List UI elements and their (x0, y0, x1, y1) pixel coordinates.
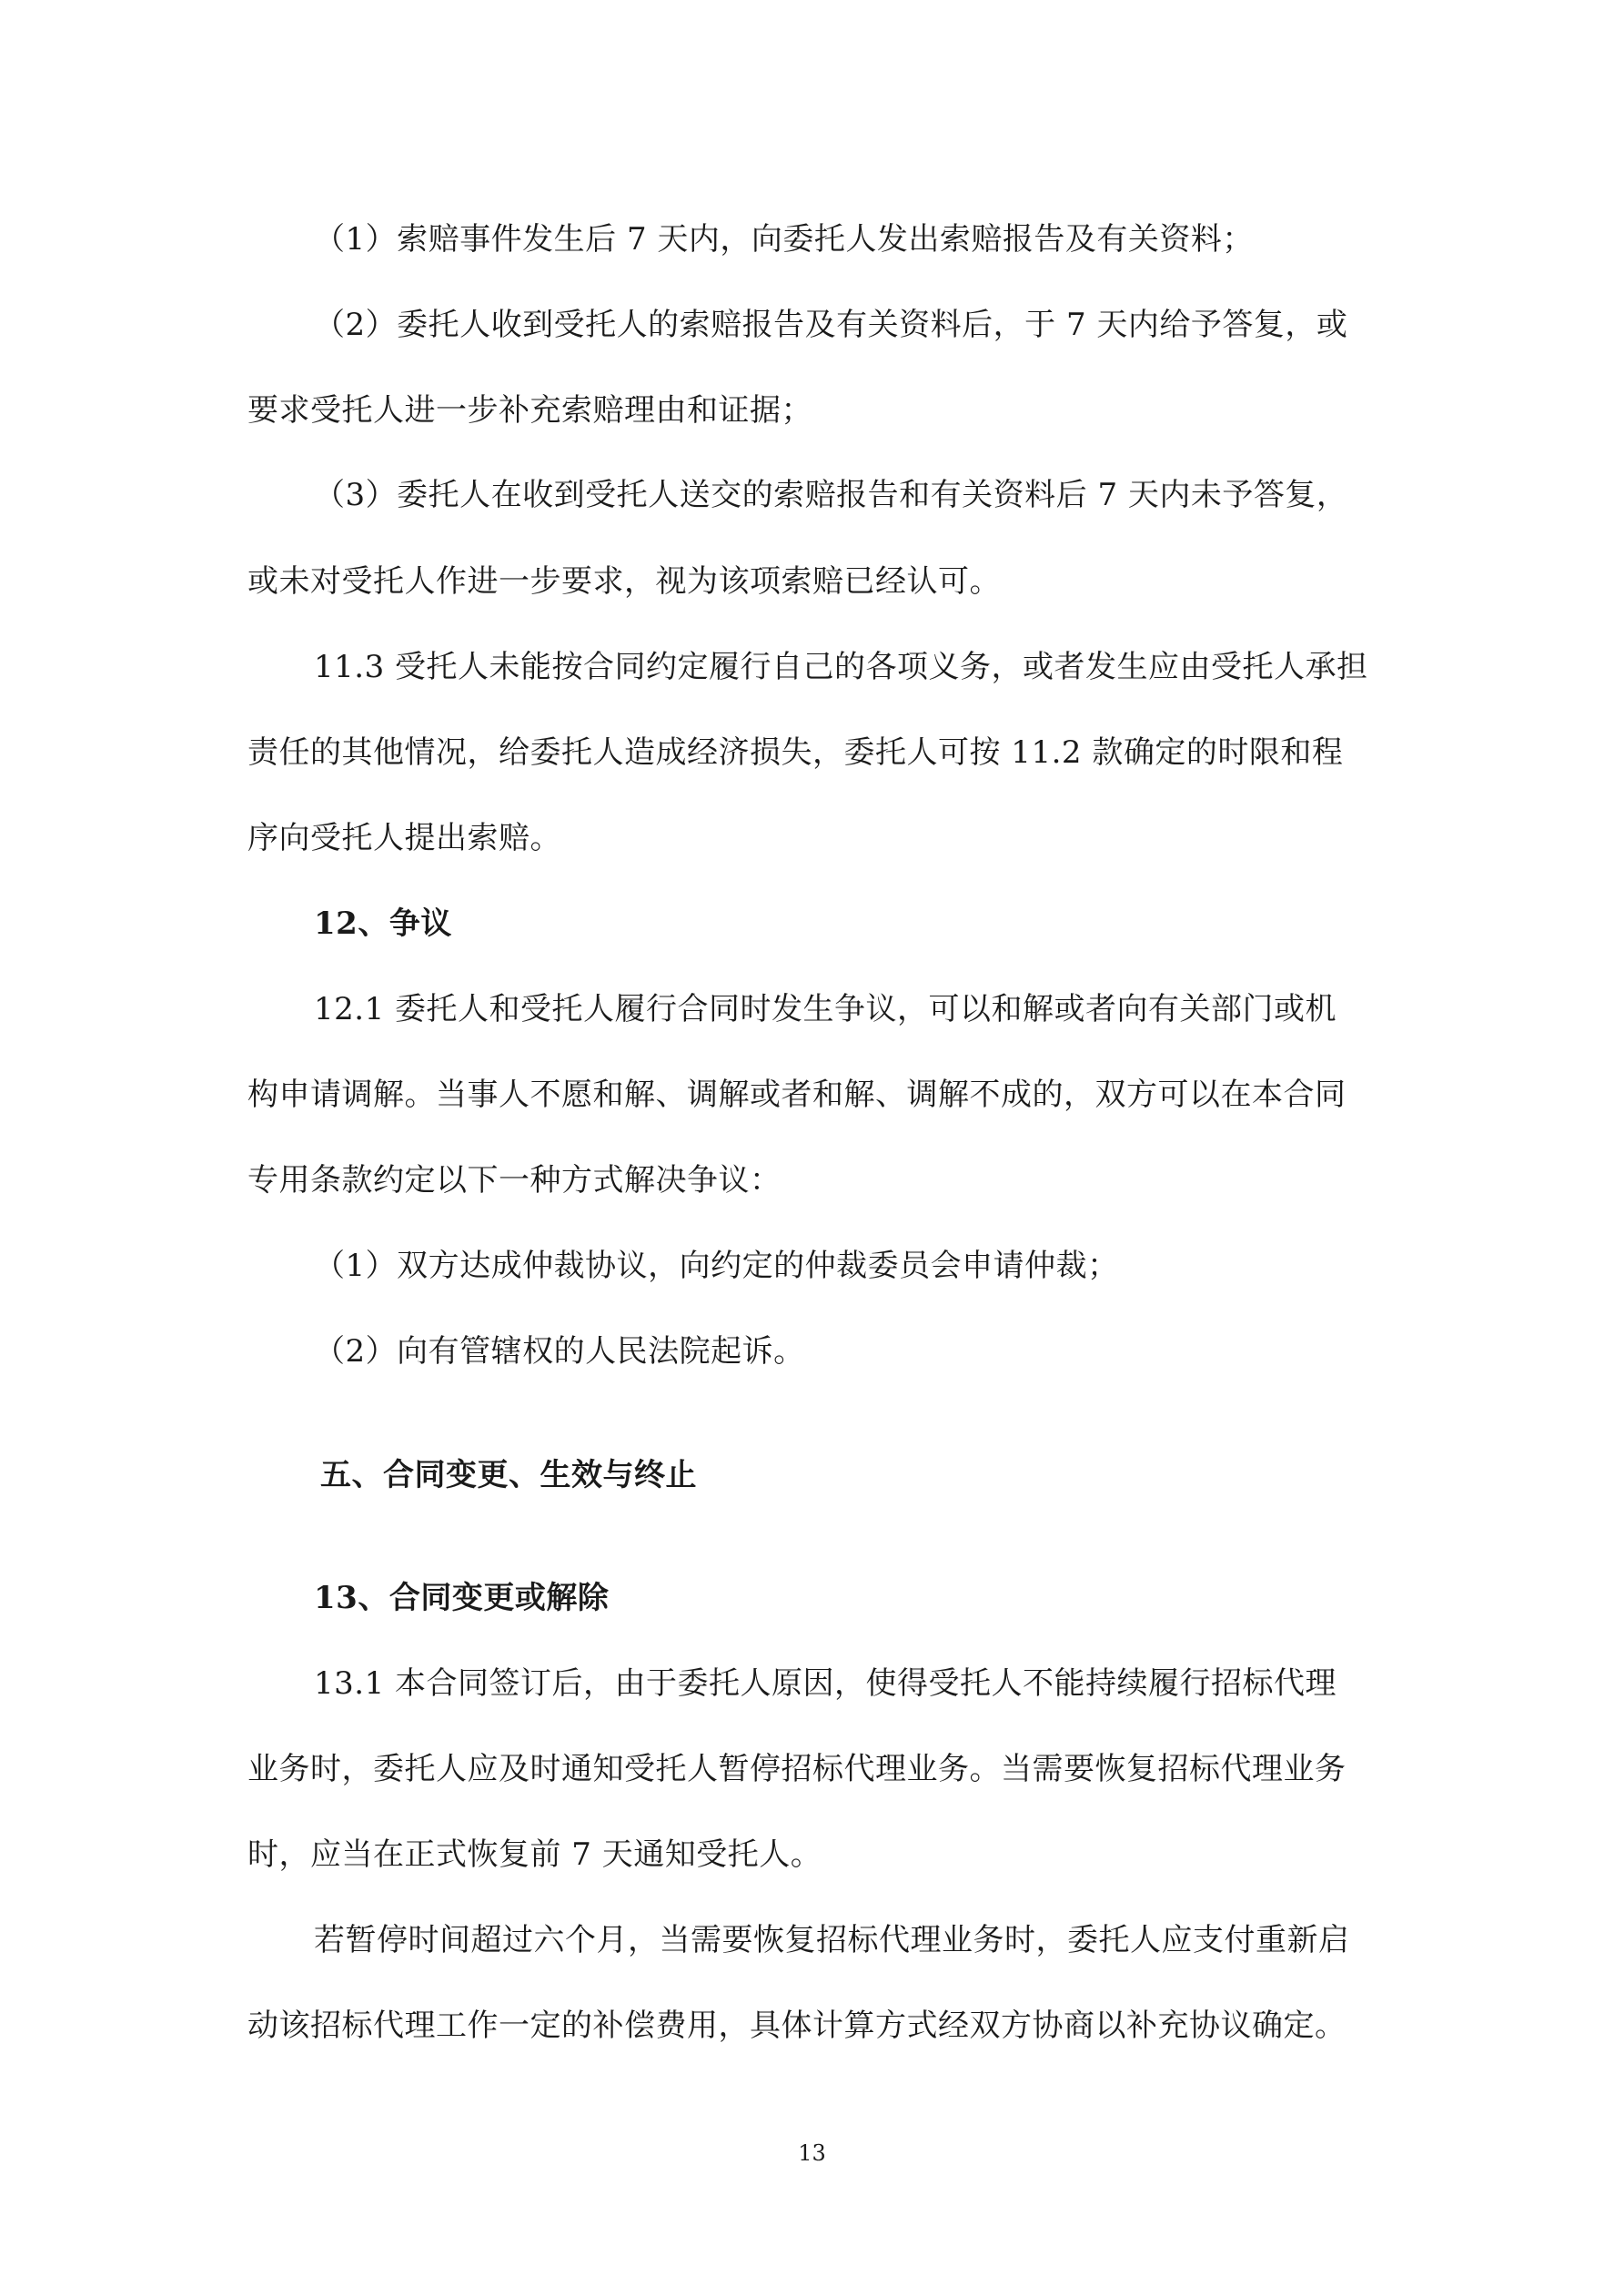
text-line: 构申请调解。当事人不愿和解、调解或者和解、调解不成的，双方可以在本合同 (247, 1077, 1347, 1113)
text-line: 专用条款约定以下一种方式解决争议： (247, 1162, 782, 1199)
text-line: 或未对受托人作进一步要求，视为该项索赔已经认可。 (247, 563, 1001, 600)
text-line: 13.1 本合同签订后，由于委托人原因，使得受托人不能持续履行招标代理 (314, 1665, 1337, 1702)
text-line: 序向受托人提出索赔。 (247, 820, 561, 856)
page-number: 13 (798, 2140, 826, 2166)
text-line: （3）委托人在收到受托人送交的索赔报告和有关资料后 7 天内未予答复， (314, 477, 1348, 513)
text-line: 动该招标代理工作一定的补偿费用，具体计算方式经双方协商以补充协议确定。 (247, 2008, 1347, 2044)
text-line: 11.3 受托人未能按合同约定履行自己的各项义务，或者发生应由受托人承担 (314, 649, 1368, 685)
text-line: （1）索赔事件发生后 7 天内，向委托人发出索赔报告及有关资料； (314, 221, 1254, 258)
chapter-heading: 五、合同变更、生效与终止 (320, 1457, 697, 1493)
text-line: 若暂停时间超过六个月，当需要恢复招标代理业务时，委托人应支付重新启 (314, 1922, 1350, 1958)
text-line: （1）双方达成仲裁协议，向约定的仲裁委员会申请仲裁； (314, 1248, 1119, 1284)
text-line: 责任的其他情况，给委托人造成经济损失，委托人可按 11.2 款确定的时限和程 (247, 734, 1344, 771)
text-line: 12.1 委托人和受托人履行合同时发生争议，可以和解或者向有关部门或机 (314, 991, 1337, 1027)
text-line: 时，应当在正式恢复前 7 天通知受托人。 (247, 1836, 822, 1873)
section-heading: 12、争议 (314, 905, 452, 942)
text-line: 要求受托人进一步补充索赔理由和证据； (247, 392, 812, 429)
text-line: 业务时，委托人应及时通知受托人暂停招标代理业务。当需要恢复招标代理业务 (247, 1751, 1347, 1787)
text-line: （2）委托人收到受托人的索赔报告及有关资料后，于 7 天内给予答复，或 (314, 307, 1348, 343)
section-heading: 13、合同变更或解除 (314, 1580, 610, 1616)
text-line: （2）向有管辖权的人民法院起诉。 (314, 1333, 805, 1370)
